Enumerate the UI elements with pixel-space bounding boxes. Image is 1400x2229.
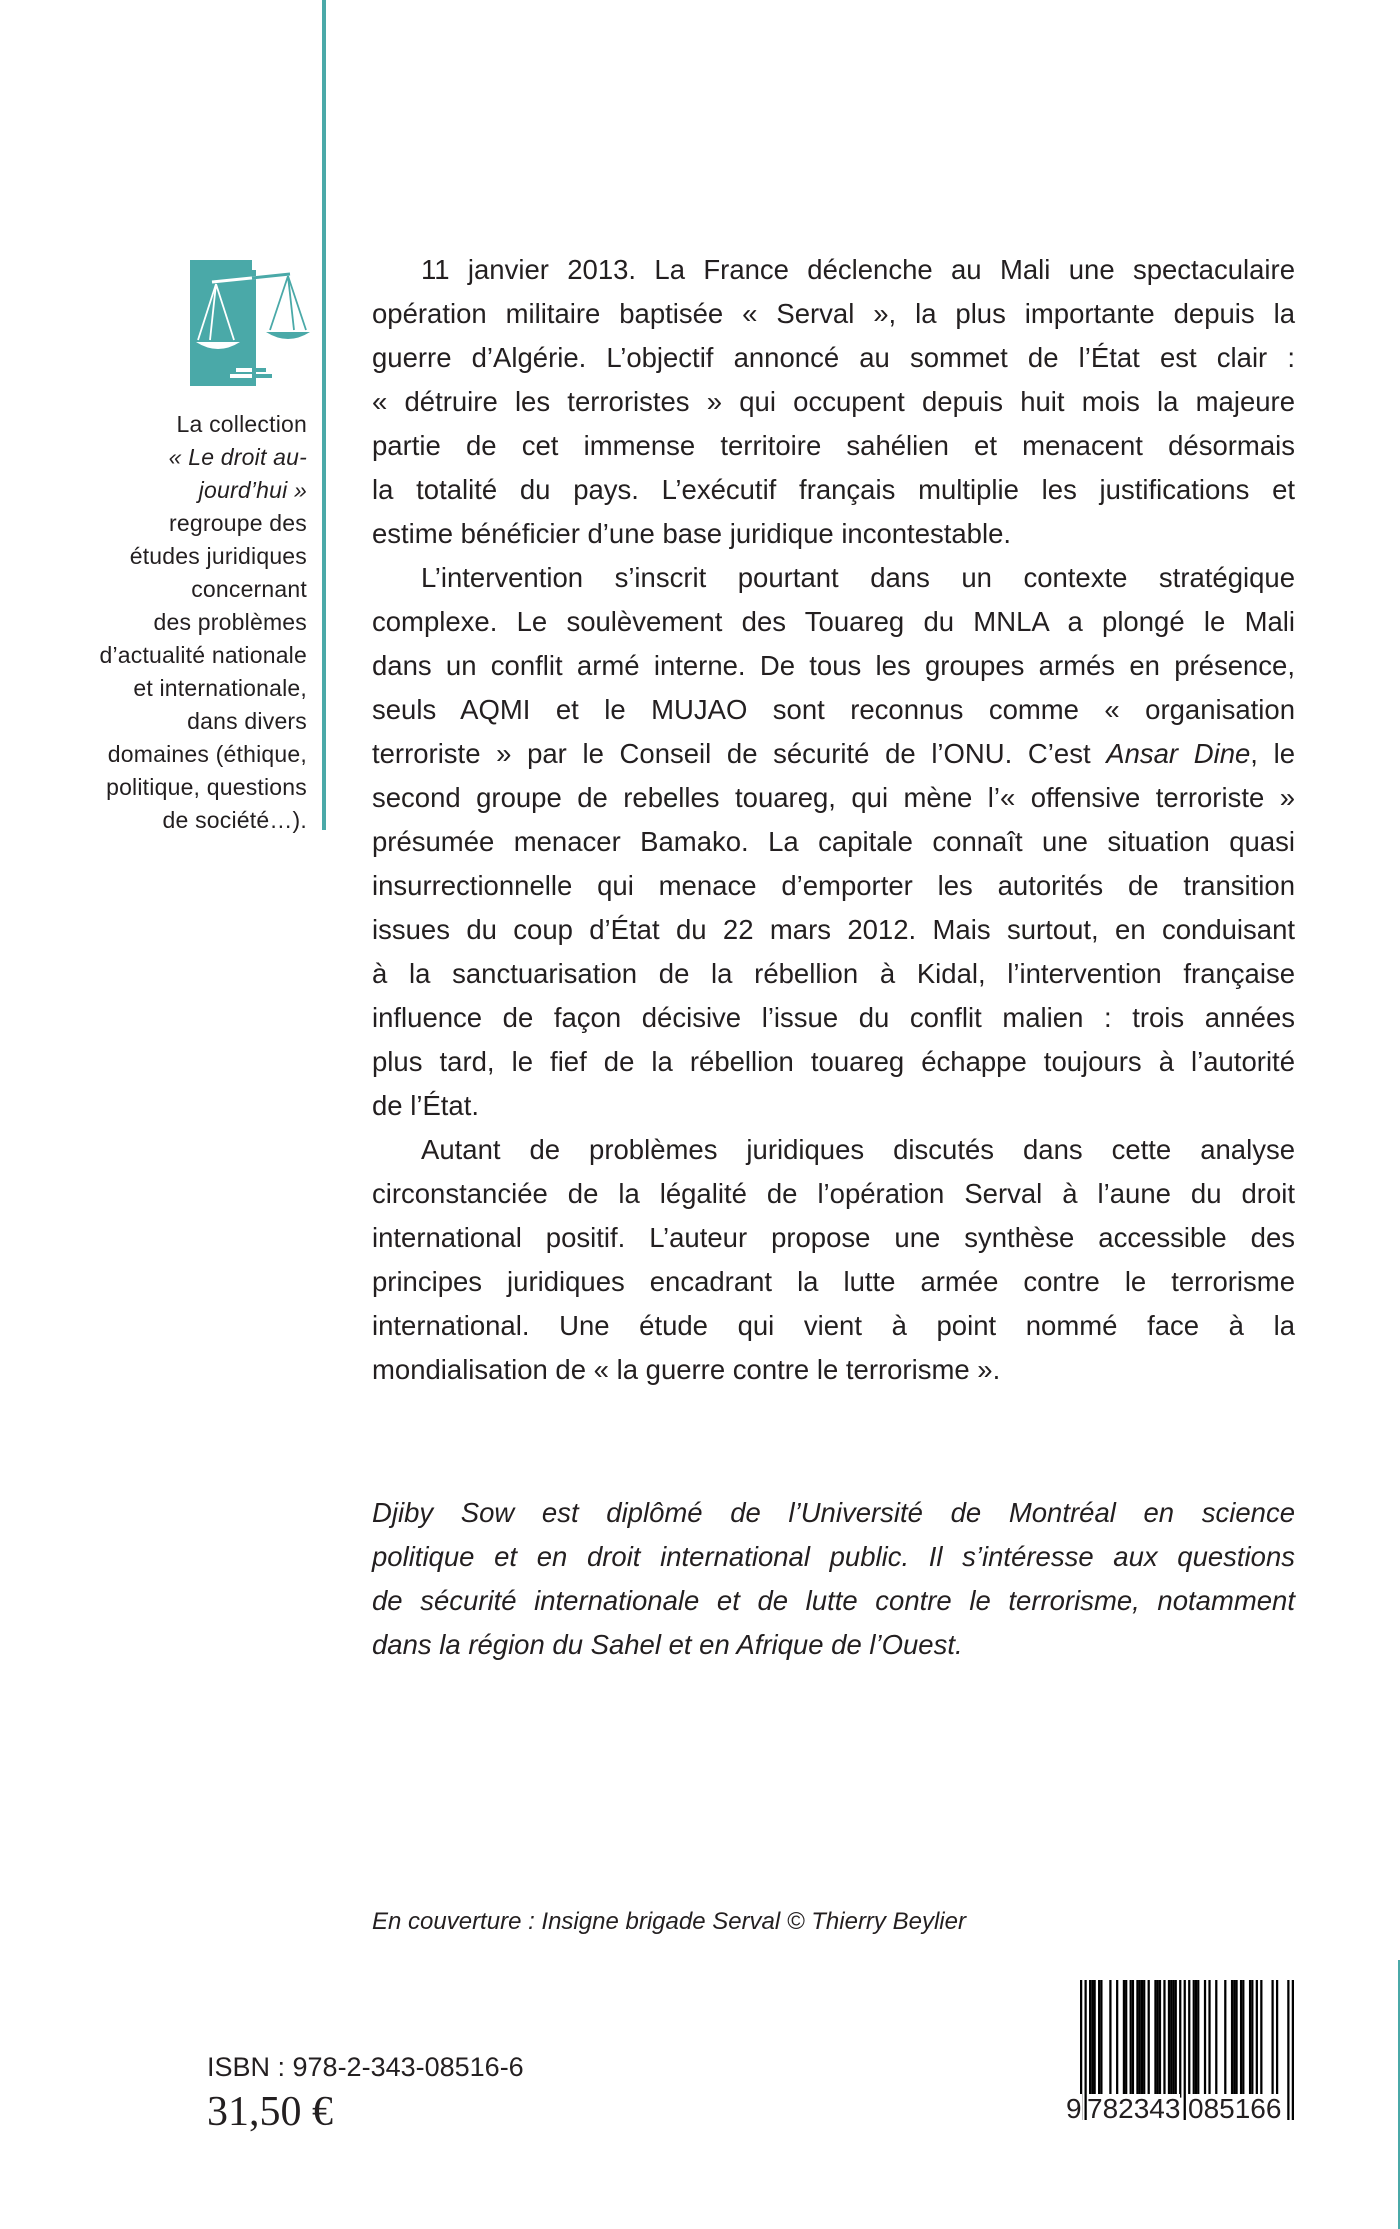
barcode-bar: [1109, 1980, 1111, 2098]
text-line: opération militaire baptisée « Serval », la plus importante depuis la: [372, 298, 1295, 329]
sidebar-line: dans divers: [187, 708, 307, 734]
barcode-bar: [1195, 1980, 1197, 2098]
barcode-bar: [1184, 1980, 1186, 2120]
price: 31,50 €: [207, 2089, 333, 2135]
text-line: plus tard, le fief de la rébellion touareg échappe toujours à l’autorité: [372, 1046, 1295, 1077]
barcode-digit-first: 9: [1066, 2093, 1082, 2124]
barcode-bar: [1208, 1980, 1210, 2098]
barcode-bar: [1130, 1980, 1132, 2098]
barcode-bar: [1175, 1980, 1177, 2098]
text-line: international. Une étude qui vient à point nommé face à la: [372, 1310, 1295, 1341]
barcode-bar: [1179, 1980, 1181, 2098]
text-line: guerre d’Algérie. L’objectif annoncé au sommet de l’État est clair :: [372, 342, 1295, 373]
barcode-bar: [1249, 1980, 1251, 2098]
barcode-bar: [1260, 1980, 1262, 2098]
paragraph-2: [372, 556, 1295, 732]
text-line: de l’État.: [372, 1090, 480, 1121]
paragraph-2-cont: [372, 776, 1295, 1128]
barcode-bar: [1276, 1980, 1278, 2098]
text-line: principes juridiques encadrant la lutte armée contre le terrorisme: [372, 1266, 1295, 1297]
barcode-bar: [1123, 1980, 1125, 2098]
text-line: « détruire les terroristes » qui occupent depuis huit mois la majeure: [372, 386, 1295, 417]
barcode-bar: [1242, 1980, 1244, 2098]
paragraph-3: [372, 1128, 1295, 1392]
sidebar-line: de société…).: [162, 807, 307, 833]
text-line: second groupe de rebelles touareg, qui mène l’« offensive terroriste »: [372, 782, 1295, 813]
vertical-divider: [322, 0, 326, 830]
text-line: dans la région du Sahel et en Afrique de l’Ouest.: [372, 1629, 963, 1660]
barcode-bar: [1116, 1980, 1118, 2098]
barcode-bar: [1197, 1980, 1199, 2098]
text-line: 11 janvier 2013. La France déclenche au Mali une spectaculaire: [421, 254, 1295, 285]
text-line: circonstanciée de la légalité de l’opération Serval à l’aune du droit: [372, 1178, 1295, 1209]
isbn: ISBN : 978-2-343-08516-6: [207, 2052, 524, 2082]
cover-credit: En couverture : Insigne brigade Serval © Thierry Beylier: [372, 1908, 966, 1935]
text-line: politique et en droit international public. Il s’intéresse aux questions: [372, 1541, 1295, 1572]
text-line: seuls AQMI et le MUJAO sont reconnus comme « organisation: [372, 694, 1295, 725]
paragraph-1: [372, 248, 1295, 556]
barcode-bar: [1287, 1980, 1289, 2120]
barcode-bar: [1256, 1980, 1258, 2098]
sidebar-line: et internationale,: [133, 675, 307, 701]
barcode: [1066, 1980, 1296, 2130]
text-line: dans un conflit armé interne. De tous les groupes armés en présence,: [372, 650, 1295, 681]
barcode-digits-right: 085166: [1188, 2093, 1282, 2124]
text-line: Djiby Sow est diplômé de l’Université de Montréal en science: [372, 1497, 1295, 1528]
barcode-bar: [1136, 1980, 1138, 2098]
barcode-bar: [1215, 1980, 1217, 2098]
barcode-bar: [1094, 1980, 1096, 2098]
text-segment: , le: [1250, 738, 1295, 769]
barcode-bar: [1233, 1980, 1235, 2098]
text-line: L’intervention s’inscrit pourtant dans un contexte stratégique: [421, 562, 1295, 593]
barcode-bar: [1098, 1980, 1100, 2098]
sidebar-line: études juridiques: [129, 543, 307, 569]
barcode-bar: [1172, 1980, 1174, 2098]
barcode-bar: [1132, 1980, 1134, 2098]
barcode-bar: [1251, 1980, 1253, 2098]
barcode-bar: [1148, 1980, 1150, 2098]
barcode-bar: [1159, 1980, 1161, 2098]
sidebar-line: « Le droit au-: [168, 444, 307, 470]
blurb-text: [372, 248, 1295, 1392]
barcode-bar: [1193, 1980, 1195, 2098]
sidebar-line: La collection: [176, 411, 307, 437]
barcode-bar: [1231, 1980, 1233, 2098]
text-line: Autant de problèmes juridiques discutés dans cette analyse: [421, 1134, 1295, 1165]
text-line: de sécurité internationale et de lutte contre le terrorisme, notamment: [372, 1585, 1295, 1616]
barcode-bar: [1157, 1980, 1159, 2098]
barcode-bar: [1235, 1980, 1237, 2098]
barcode-bar: [1168, 1980, 1170, 2098]
text-line: la totalité du pays. L’exécutif français multiplie les justifications et: [372, 474, 1295, 505]
barcode-bar: [1271, 1980, 1273, 2098]
sidebar-line: regroupe des: [169, 510, 307, 536]
barcode-bar: [1292, 1980, 1294, 2120]
text-line: issues du coup d’État du 22 mars 2012. Mais surtout, en conduisant: [372, 914, 1295, 945]
text-segment: terroriste » par le Conseil de sécurité de l’ONU. C’est: [372, 738, 1107, 769]
scales-of-justice-icon: [190, 260, 310, 386]
author-bio: [372, 1491, 1295, 1667]
text-line: insurrectionnelle qui menace d’emporter les autorités de transition: [372, 870, 1295, 901]
barcode-digits-left: 782343: [1087, 2093, 1181, 2124]
barcode-bar: [1204, 1980, 1206, 2098]
barcode-bar: [1163, 1980, 1165, 2098]
text-line: international positif. L’auteur propose une synthèse accessible des: [372, 1222, 1295, 1253]
text-line: à la sanctuarisation de la rébellion à Kidal, l’intervention française: [372, 958, 1295, 989]
barcode-bar: [1139, 1980, 1141, 2098]
collection-description: [99, 408, 307, 837]
text-line: mondialisation de « la guerre contre le terrorisme ».: [372, 1354, 1001, 1385]
barcode-bar: [1224, 1980, 1226, 2098]
barcode-bar: [1100, 1980, 1102, 2098]
barcode-bar: [1125, 1980, 1127, 2098]
barcode-bar: [1091, 1980, 1093, 2098]
sidebar-line: d’actualité nationale: [99, 642, 307, 668]
text-line: [372, 732, 1295, 776]
barcode-bar: [1240, 1980, 1242, 2098]
text-line: influence de façon décisive l’issue du conflit malien : trois années: [372, 1002, 1295, 1033]
barcode-bar: [1154, 1980, 1156, 2098]
text-line: complexe. Le soulèvement des Touareg du MNLA a plongé le Mali: [372, 606, 1295, 637]
sidebar-line: des problèmes: [153, 609, 307, 635]
barcode-bar: [1143, 1980, 1145, 2098]
barcode-bar: [1141, 1980, 1143, 2098]
sidebar-line: domaines (éthique,: [107, 741, 307, 767]
text-line: présumée menacer Bamako. La capitale connaît une situation quasi: [372, 826, 1295, 857]
italic-name: Ansar Dine: [1106, 738, 1251, 769]
sidebar-line: concernant: [191, 576, 307, 602]
text-line: estime bénéficier d’une base juridique incontestable.: [372, 518, 1012, 549]
sidebar-line: jourd’hui »: [198, 477, 307, 503]
barcode-bar: [1170, 1980, 1172, 2098]
sidebar-line: politique, questions: [106, 774, 307, 800]
text-line: partie de cet immense territoire sahélien et menacent désormais: [372, 430, 1295, 461]
barcode-bar: [1089, 1980, 1091, 2098]
